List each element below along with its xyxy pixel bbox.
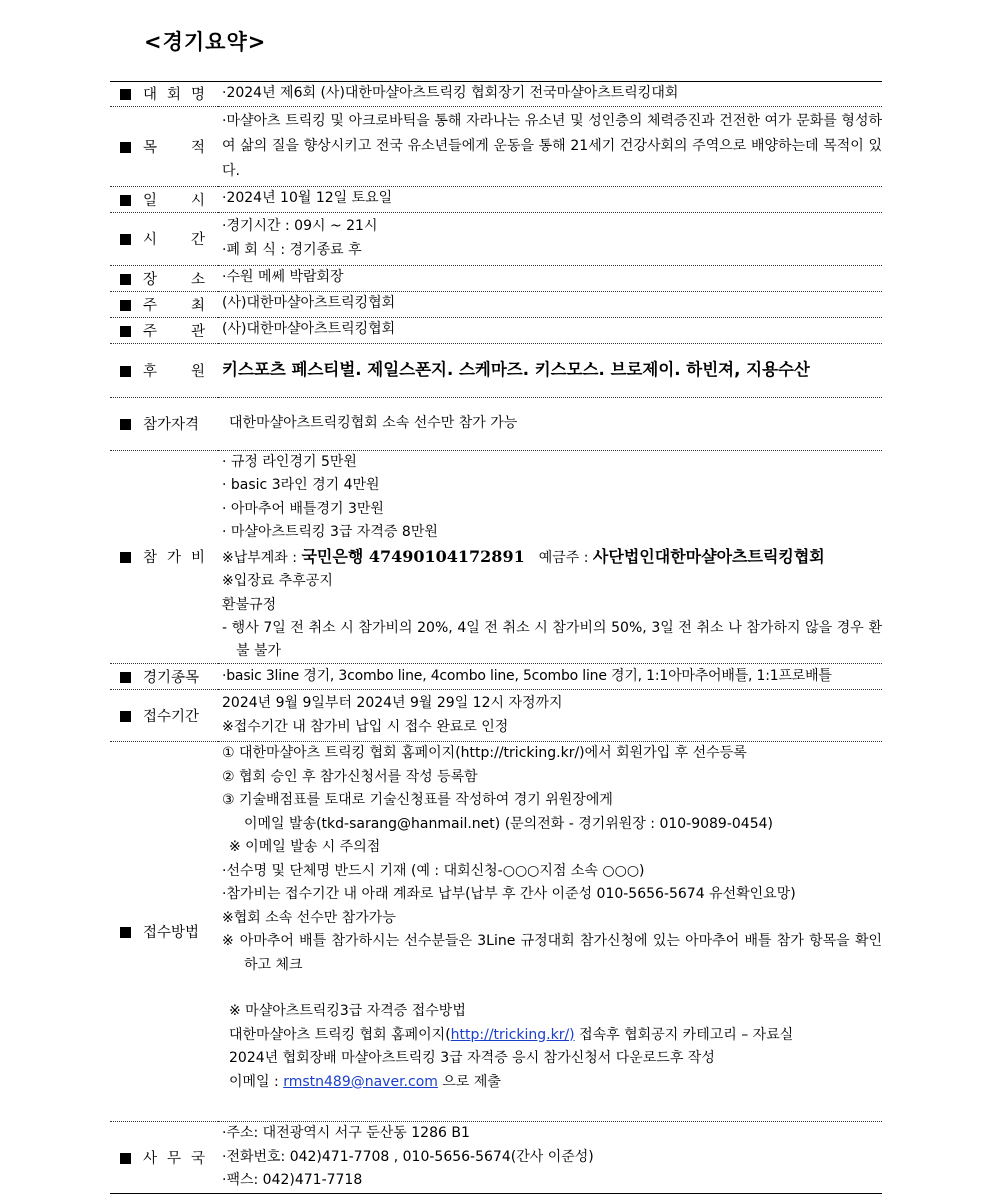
square-bullet-icon <box>120 326 131 337</box>
email-note: ※협회 소속 선수만 참가가능 <box>222 909 396 926</box>
square-bullet-icon <box>120 419 131 430</box>
reg-step: ① 대한마샬아츠 트릭킹 협회 홈페이지(http://tricking.kr/)에서 회원가입 후 선수등록 <box>222 745 747 761</box>
label-text: 일 시 <box>143 192 205 209</box>
summary-table <box>110 81 882 1194</box>
row-value <box>218 82 882 107</box>
admission-note: ※입장료 추후공지 <box>222 573 333 589</box>
row-value <box>218 291 882 317</box>
row-sponsor <box>110 343 882 397</box>
row-label <box>110 82 218 107</box>
row-date <box>110 186 882 212</box>
fee-item: · basic 3라인 경기 4만원 <box>222 477 380 493</box>
reg-period-text: 2024년 9월 9일부터 2024년 9월 29일 12시 자정까지 <box>222 695 563 711</box>
row-label <box>110 1122 218 1194</box>
office-fax: ·팩스: 042)471-7718 <box>222 1172 363 1189</box>
square-bullet-icon <box>120 234 131 245</box>
cert-line <box>222 1071 882 1095</box>
row-value <box>218 186 882 212</box>
reg-step: ② 협회 승인 후 참가신청서를 작성 등록함 <box>222 768 478 785</box>
row-purpose <box>110 106 882 186</box>
row-eligibility <box>110 397 882 450</box>
amateur-battle-note: ※ 아마추어 배틀 참가하시는 선수분들은 3Line 규정대회 참가신청에 있는 아마추어 배틀 참가 항목을 확인하고 체크 <box>222 933 882 973</box>
row-value <box>218 265 882 291</box>
square-bullet-icon <box>120 711 131 722</box>
label-text: 사 무 국 <box>143 1151 205 1167</box>
cert-line: 2024년 협회장배 마샬아츠트릭킹 3급 자격증 응시 참가신청서 다운로드후 작성 <box>229 1050 715 1066</box>
label-text: 접수방법 <box>143 925 200 941</box>
page-title: <경기요약> <box>144 30 267 54</box>
row-value <box>218 690 882 742</box>
sponsor-text: 키스포츠 페스티벌. 제일스폰지. 스케마즈. 키스모스. 브로제이. 하빈져, 지용수산 <box>222 360 810 380</box>
row-event-name <box>110 82 882 107</box>
homepage-link[interactable]: http://tricking.kr/) <box>450 1026 575 1043</box>
venue-text: ·수원 메쎄 박람회장 <box>222 269 344 286</box>
row-value <box>218 664 882 690</box>
row-label <box>110 664 218 690</box>
row-value <box>218 1122 882 1194</box>
row-value <box>218 343 882 397</box>
label-text: 주 최 <box>143 297 205 314</box>
row-value <box>218 450 882 664</box>
row-label <box>110 212 218 265</box>
row-value <box>218 742 882 1122</box>
square-bullet-icon <box>120 552 131 563</box>
row-label <box>110 690 218 742</box>
email-link[interactable]: rmstn489@naver.com <box>283 1073 438 1090</box>
label-text: 참 가 비 <box>143 550 205 567</box>
row-fee <box>110 450 882 664</box>
square-bullet-icon <box>120 142 131 153</box>
row-label <box>110 317 218 343</box>
email-note: ·참가비는 접수기간 내 아래 계좌로 납부(납부 후 간사 이준성 010-5656-5674 유선확인요망) <box>222 886 796 902</box>
cert-text: 이메일 : <box>229 1073 284 1090</box>
label-text: 장 소 <box>143 271 205 288</box>
refund-text: - 행사 7일 전 취소 시 참가비의 20%, 4일 전 취소 시 참가비의 50%, 3일 전 취소 나 참가하지 않을 경우 환불 불가 <box>222 620 882 659</box>
square-bullet-icon <box>120 274 131 285</box>
email-note-title: ※ 이메일 발송 시 주의점 <box>229 839 381 855</box>
square-bullet-icon <box>120 366 131 377</box>
eligibility-text: 대한마샬아츠트릭킹협회 소속 선수만 참가 가능 <box>229 414 518 431</box>
row-host <box>110 291 882 317</box>
cert-title: ※ 마샬아츠트릭킹3급 자격증 접수방법 <box>229 1003 466 1019</box>
cert-text: 접속후 협회공지 카테고리 – 자료실 <box>574 1026 794 1043</box>
row-value <box>218 317 882 343</box>
row-venue <box>110 265 882 291</box>
office-address: ·주소: 대전광역시 서구 둔산동 1286 B1 <box>222 1125 470 1142</box>
row-organizer <box>110 317 882 343</box>
row-label <box>110 343 218 397</box>
reg-step: ③ 기술배점표를 토대로 기술신청표를 작성하여 경기 위원장에게 <box>222 792 613 808</box>
account-line <box>222 545 882 571</box>
refund-title: 환불규정 <box>222 596 277 613</box>
reg-step-email: 이메일 발송(tkd-sarang@hanmail.net) (문의전화 - 경기위원장 : 010-9089-0454) <box>244 815 773 832</box>
label-text: 경기종목 <box>143 670 200 686</box>
label-text: 목 적 <box>143 139 205 156</box>
row-office <box>110 1122 882 1194</box>
organizer-text: (사)대한마샬아츠트릭킹협회 <box>222 321 396 338</box>
cert-line <box>222 1024 882 1048</box>
date-text: ·2024년 10월 12일 토요일 <box>222 190 393 207</box>
label-text: 후 원 <box>143 363 205 380</box>
row-label <box>110 291 218 317</box>
row-events <box>110 664 882 690</box>
row-label <box>110 265 218 291</box>
square-bullet-icon <box>120 672 131 683</box>
purpose-text: ·마샬아츠 트릭킹 및 아크로바틱을 통해 자라나는 유소년 및 성인층의 체력증진과 건전한 여가 문화를 형성하여 삶의 질을 향상시키고 전국 유소년들에게 운동을 통해 21세기 건강사회의 주역으로 배양하는데 목적이 있다. <box>222 112 882 179</box>
label-text: 주 관 <box>143 323 205 340</box>
office-phone: ·전화번호: 042)471-7708 , 010-5656-5674(간사 이준성) <box>222 1148 594 1165</box>
row-label <box>110 106 218 186</box>
row-reg-method <box>110 742 882 1122</box>
game-time-text: ·경기시간 : 09시 ~ 21시 <box>222 218 378 234</box>
email-note: ·선수명 및 단체명 반드시 기재 (예 : 대회신청-○○○지점 소속 ○○○) <box>222 862 645 879</box>
square-bullet-icon <box>120 89 131 100</box>
holder-prefix: 예금주 : <box>538 549 593 566</box>
square-bullet-icon <box>120 1153 131 1164</box>
row-label <box>110 397 218 450</box>
reg-period-note: ※접수기간 내 참가비 납입 시 접수 완료로 인정 <box>222 718 509 735</box>
account-prefix: ※납부계좌 : <box>222 549 302 566</box>
event-name-text: ·2024년 제6회 (사)대한마샬아츠트릭킹 협회장기 전국마샬아츠트릭킹대회 <box>222 85 679 101</box>
row-label <box>110 450 218 664</box>
closing-text: ·폐 회 식 : 경기종료 후 <box>222 241 362 258</box>
row-value <box>218 212 882 265</box>
row-value <box>218 397 882 450</box>
row-time <box>110 212 882 265</box>
square-bullet-icon <box>120 300 131 311</box>
account-number: 국민은행 47490104172891 <box>301 546 525 566</box>
events-text: ·basic 3line 경기, 3combo line, 4combo line, 5combo line 경기, 1:1아마추어배틀, 1:1프로배틀 <box>222 667 832 684</box>
cert-text: 대한마샬아츠 트릭킹 협회 홈페이지( <box>229 1026 451 1043</box>
row-value <box>218 106 882 186</box>
row-label <box>110 186 218 212</box>
fee-item: · 마샬아츠트릭킹 3급 자격증 8만원 <box>222 524 438 540</box>
cert-text: 으로 제출 <box>437 1073 501 1090</box>
host-text: (사)대한마샬아츠트릭킹협회 <box>222 295 396 312</box>
label-text: 접수기간 <box>143 709 200 725</box>
row-reg-period <box>110 690 882 742</box>
square-bullet-icon <box>120 195 131 206</box>
fee-item: · 아마추어 배틀경기 3만원 <box>222 500 384 517</box>
label-text: 대 회 명 <box>143 87 205 104</box>
label-text: 시 간 <box>143 232 205 248</box>
account-holder: 사단법인대한마샬아츠트릭킹협회 <box>592 546 825 566</box>
square-bullet-icon <box>120 927 131 938</box>
row-label <box>110 742 218 1122</box>
label-text: 참가자격 <box>143 417 200 433</box>
fee-item: · 규정 라인경기 5만원 <box>222 453 357 470</box>
